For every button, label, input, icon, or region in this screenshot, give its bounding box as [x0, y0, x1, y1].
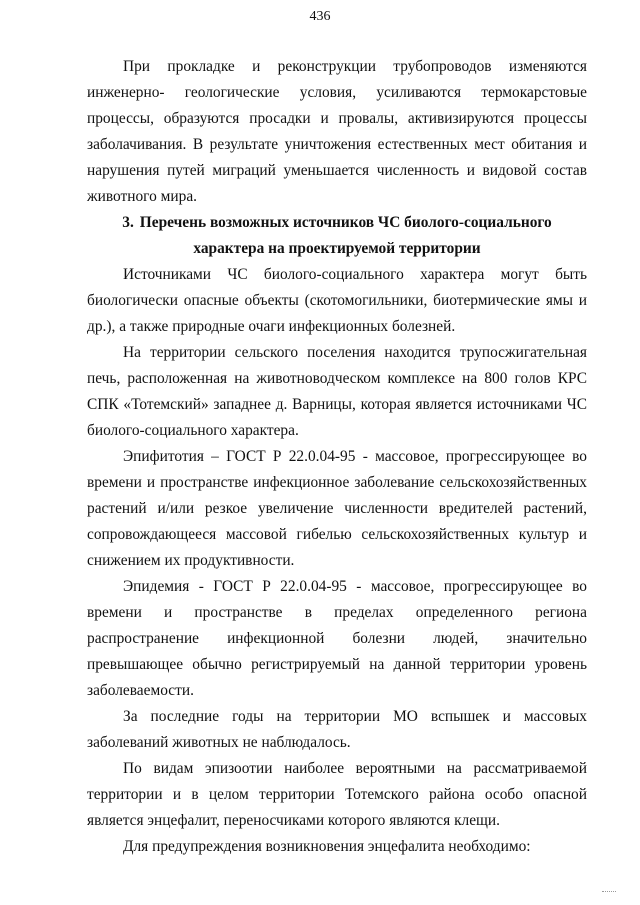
paragraph-encephalitis: По видам эпизоотии наиболее вероятными на рассматриваемой территории и в целом территории Тотемского района особо опасной является энцефалит, переносчиками которого являются клещи. — [87, 760, 587, 829]
page-content — [87, 54, 587, 860]
section-number: 3. — [122, 214, 134, 231]
paragraph-epiphytotic: Эпифитотия – ГОСТ Р 22.0.04-95 - массовое, прогрессирующее во времени и пространстве инфекционное заболевание сельскохозяйственных растений и/или резкое увеличение численности вредителей растений, сопровождающееся массовой гибелью сельскохозяйственных культур и снижением их продуктивности. — [87, 448, 587, 569]
section-heading — [87, 210, 587, 262]
paragraph-no-outbreaks: За последние годы на территории МО вспышек и массовых заболеваний животных не наблюдалось. — [87, 708, 587, 751]
paragraph-prevention: Для предупреждения возникновения энцефалита необходимо: — [123, 838, 531, 855]
scan-artifact — [602, 891, 616, 895]
paragraph-pipelines: При прокладке и реконструкции трубопроводов изменяются инженерно- геологические условия, усиливаются термокарстовые процессы, образуются просадки и провалы, активизируются процессы заболачивания. В результате уничтожения естественных мест обитания и нарушения путей миграций уменьшается численность и видовой состав животного мира. — [87, 58, 587, 205]
section-title: Перечень возможных источников ЧС биолого-социального характера на проектируемой территории — [139, 214, 552, 257]
paragraph-sources: Источниками ЧС биолого-социального характера могут быть биологически опасные объекты (скотомогильники, биотермические ямы и др.), а также природные очаги инфекционных болезней. — [87, 266, 587, 335]
paragraph-incinerator: На территории сельского поселения находится трупосжигательная печь, расположенная на животноводческом комплексе на 800 голов КРС СПК «Тотемский» западнее д. Варницы, которая является источниками ЧС биолого-социального характера. — [87, 344, 587, 439]
page-number: 436 — [309, 9, 331, 24]
paragraph-epidemic: Эпидемия - ГОСТ Р 22.0.04-95 - массовое, прогрессирующее во времени и пространстве в пределах определенного региона распространение инфекционной болезни людей, значительно превышающее обычно регистрируемый на данной территории уровень заболеваемости. — [87, 578, 587, 699]
